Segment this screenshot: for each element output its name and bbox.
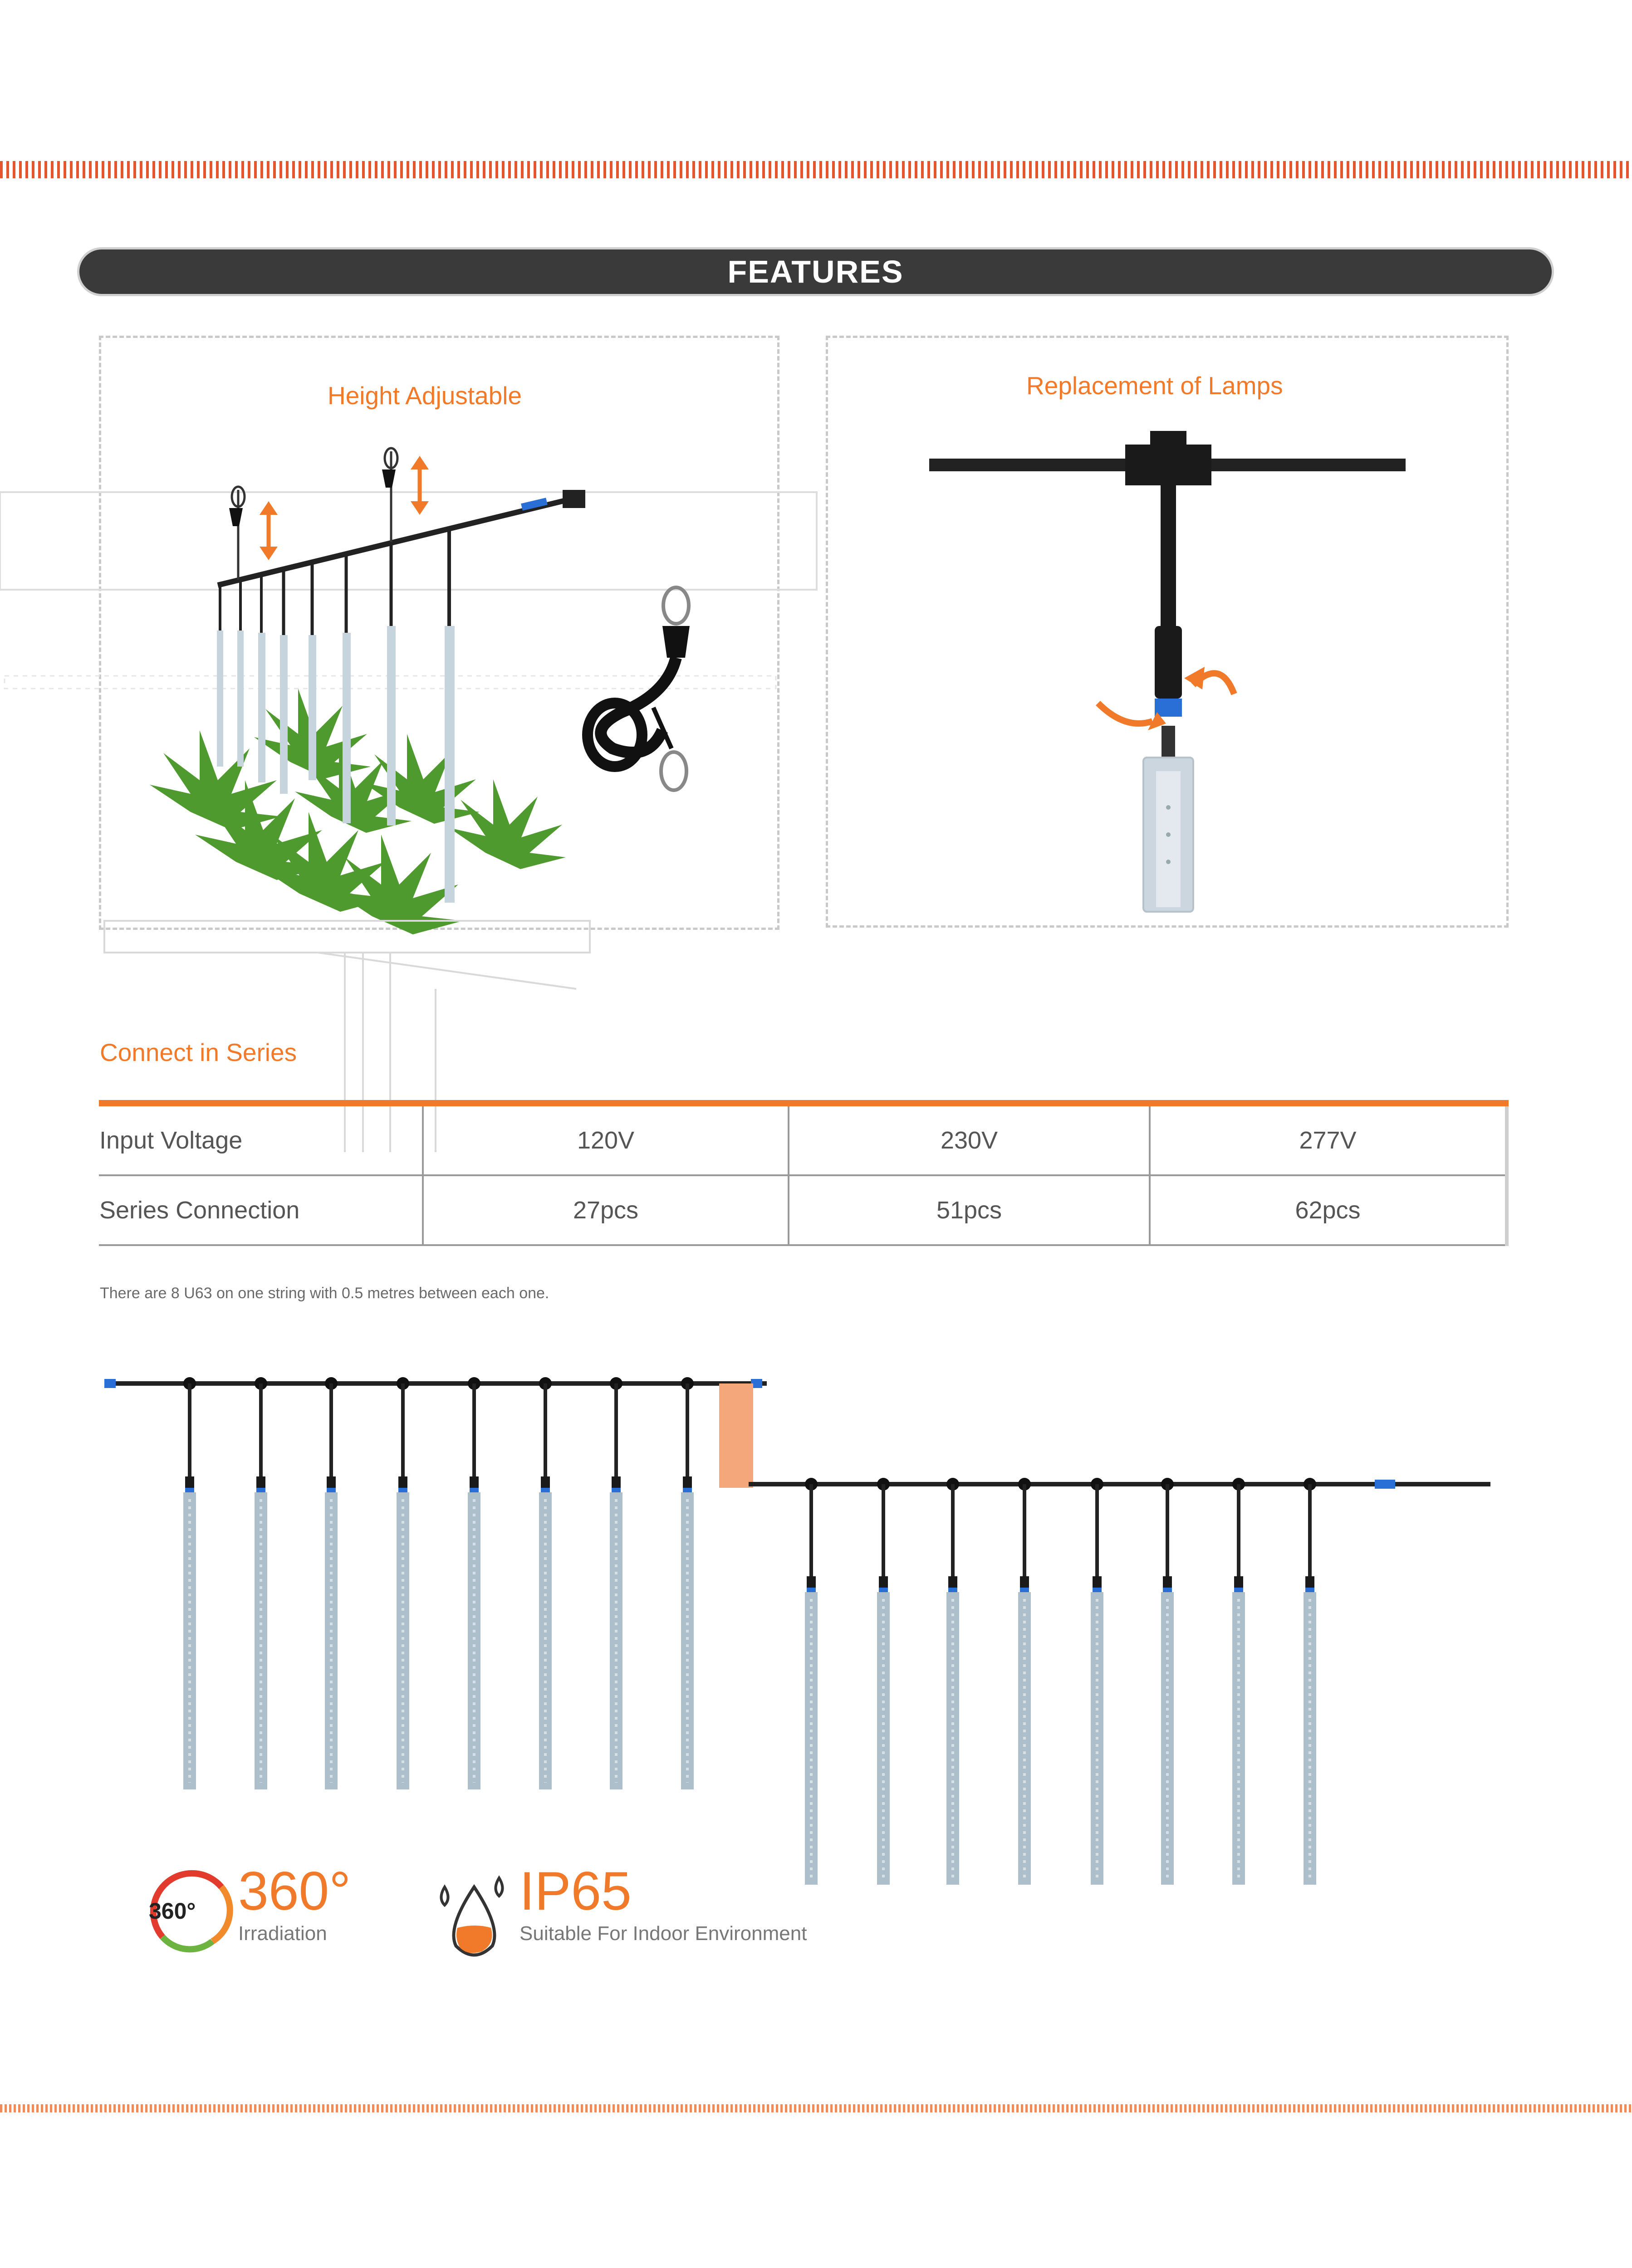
- table-cell: 62pcs: [1150, 1175, 1507, 1245]
- table-cell: 230V: [789, 1103, 1150, 1175]
- irradiation-value: 360°: [238, 1861, 351, 1921]
- water-drop-icon: [431, 1873, 517, 1964]
- hanging-tube: [255, 1377, 267, 1789]
- irradiation-360-icon: [144, 1869, 235, 1960]
- hanging-tube: [183, 1377, 196, 1789]
- hanging-tube: [539, 1377, 552, 1789]
- lower-tube-string: [805, 1478, 1316, 1885]
- hanging-tube: [1161, 1478, 1174, 1885]
- hanging-tube: [610, 1377, 622, 1789]
- ip-rating-value: IP65: [519, 1861, 632, 1921]
- hanging-tube: [877, 1478, 890, 1885]
- table-cell: 51pcs: [789, 1175, 1150, 1245]
- upper-tube-string: [183, 1377, 694, 1789]
- hanging-tube: [946, 1478, 959, 1885]
- table-cell: 120V: [423, 1103, 789, 1175]
- page-title: FEATURES: [727, 254, 904, 289]
- irradiation-caption: Irradiation: [238, 1922, 327, 1945]
- height-adjustable-label: Height Adjustable: [328, 381, 522, 410]
- hanging-tube: [681, 1377, 694, 1789]
- ip-rating-caption: Suitable For Indoor Environment: [519, 1922, 807, 1945]
- row-label: Series Connection: [99, 1175, 423, 1245]
- irradiation-icon-text: 360°: [149, 1898, 196, 1924]
- hanging-tube: [805, 1478, 818, 1885]
- hanging-tube: [397, 1377, 409, 1789]
- hanging-tube: [1232, 1478, 1245, 1885]
- hanging-tube: [1091, 1478, 1103, 1885]
- replacement-label: Replacement of Lamps: [1026, 371, 1283, 400]
- joint-highlight: [719, 1383, 753, 1488]
- string-note: There are 8 U63 on one string with 0.5 metres between each one.: [100, 1285, 549, 1302]
- table-cell: 27pcs: [423, 1175, 789, 1245]
- table-cell: 277V: [1150, 1103, 1507, 1175]
- hanging-tube: [1018, 1478, 1031, 1885]
- hanging-tube: [325, 1377, 338, 1789]
- hanging-tube: [468, 1377, 480, 1789]
- bottom-decorative-stripe: [0, 2104, 1632, 2112]
- hanging-tube: [1304, 1478, 1316, 1885]
- series-label: Connect in Series: [100, 1038, 297, 1066]
- row-label: Input Voltage: [99, 1103, 423, 1175]
